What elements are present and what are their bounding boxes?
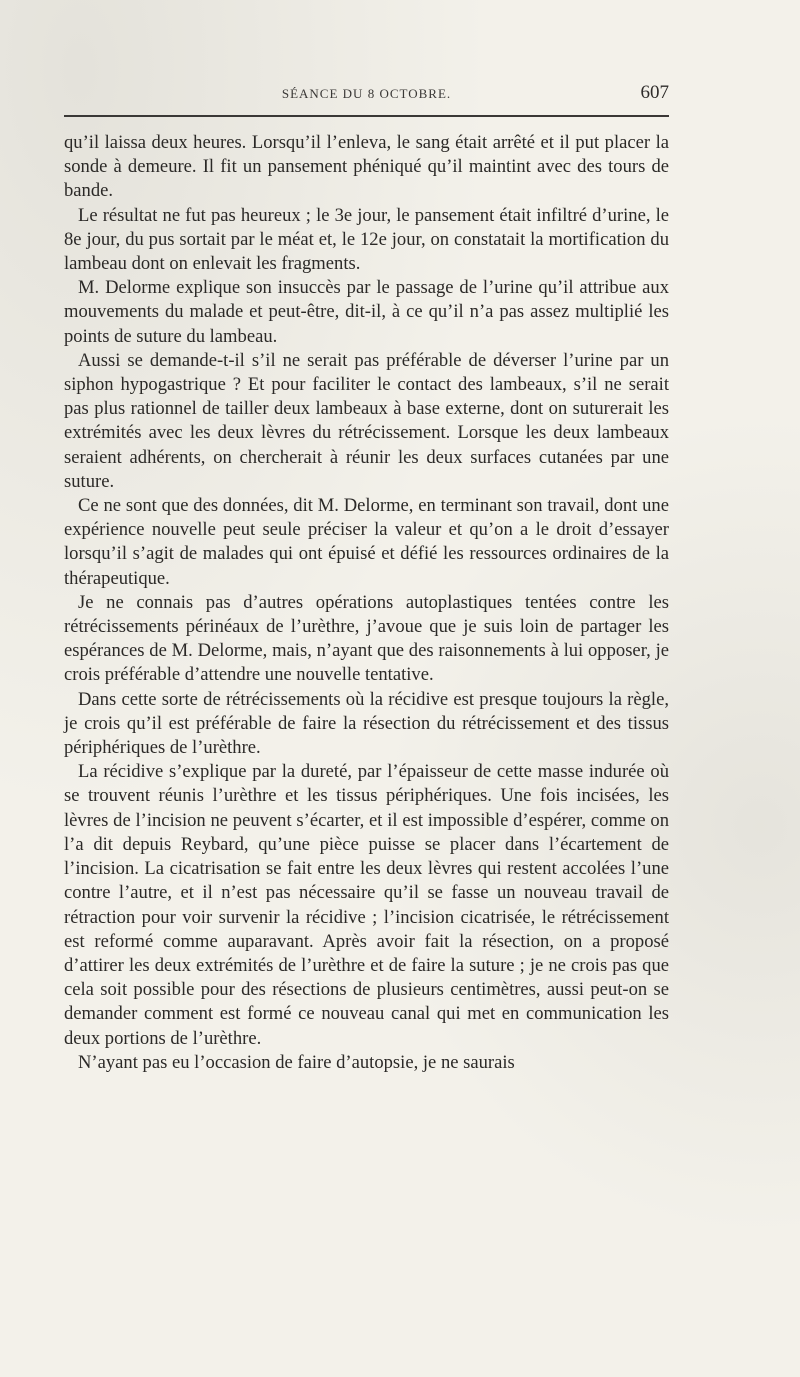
paragraph: Ce ne sont que des données, dit M. Delorme, en terminant son travail, dont une expérience nouvelle peut seule préciser la valeur et qu’on a le droit d’essayer lorsqu’il s’agit de malades qui ont épuisé et défié les ressources ordinaires de la thérapeutique. — [64, 495, 669, 589]
paragraph: qu’il laissa deux heures. Lorsqu’il l’enleva, le sang était arrêté et il put placer la sonde à demeure. Il fit un pansement phéniqué qu’il maintint avec des tours de bande. — [64, 132, 669, 202]
paragraph: M. Delorme explique son insuccès par le passage de l’urine qu’il attribue aux mouvements du malade et peut-être, dit-il, à ce qu’il n’a pas assez multiplié les points de suture du lambeau. — [64, 277, 669, 347]
header-rule — [64, 115, 669, 117]
running-title: SÉANCE DU 8 OCTOBRE. — [281, 86, 452, 101]
page-header — [64, 80, 669, 110]
paragraph: Le résultat ne fut pas heureux ; le 3e jour, le pansement était infiltré d’urine, le 8e jour, du pus sortait par le méat et, le 12e jour, on constatait la mortification du lambeau dont on enlevait les fragments. — [64, 204, 669, 275]
paragraph: N’ayant pas eu l’occasion de faire d’autopsie, je ne saurais — [78, 1051, 515, 1073]
paragraph: La récidive s’explique par la dureté, par l’épaisseur de cette masse indurée où se trouvent réunis l’urèthre et les tissus périphériques. Une fois incisées, les lèvres de l’incision ne peuvent s’écarter, et il est impossible d’espérer, comme on l’a dit depuis Reybard, qu’une pièce puisse se placer dans l’écartement de l’incision. La cicatrisation se fait entre les deux lèvres qui restent accolées l’une contre l’autre, et il n’est pas nécessaire qu’il se fasse un nouveau travail de rétraction pour voir survenir la récidive ; l’incision cicatrisée, le rétrécissement est reformé comme auparavant. Après avoir fait la résection, on a proposé d’attirer les deux extrémités de l’urèthre et de faire la suture ; je ne crois pas que cela soit possible pour des résections de plusieurs centimètres, aussi peut-on se demander comment est formé ce nouveau canal qui met en communication les deux portions de l’urèthre. — [64, 761, 669, 1049]
paragraph: Aussi se demande-t-il s’il ne serait pas préférable de déverser l’urine par un siphon hypogastrique ? Et pour faciliter le contact des lambeaux, s’il ne serait pas plus rationnel de tailler deux lambeaux à base externe, dont on suturerait les extrémités avec les deux lèvres du rétrécissement. Lorsque les deux lambeaux seraient adhérents, on chercherait à réunir les deux surfaces cutanées par une suture. — [64, 349, 669, 492]
paragraph: Je ne connais pas d’autres opérations autoplastiques tentées contre les rétrécissements périnéaux de l’urèthre, j’avoue que je suis loin de partager les espérances de M. Delorme, mais, n’ayant que des raisonnements à lui opposer, je crois préférable d’attendre une nouvelle tentative. — [64, 591, 669, 686]
page-number: 607 — [640, 82, 669, 103]
paragraph: Dans cette sorte de rétrécissements où la récidive est presque toujours la règle, je crois qu’il est préférable de faire la résection du rétrécissement et des tissus périphériques de l’urèthre. — [64, 688, 669, 759]
body-text — [64, 131, 669, 1075]
